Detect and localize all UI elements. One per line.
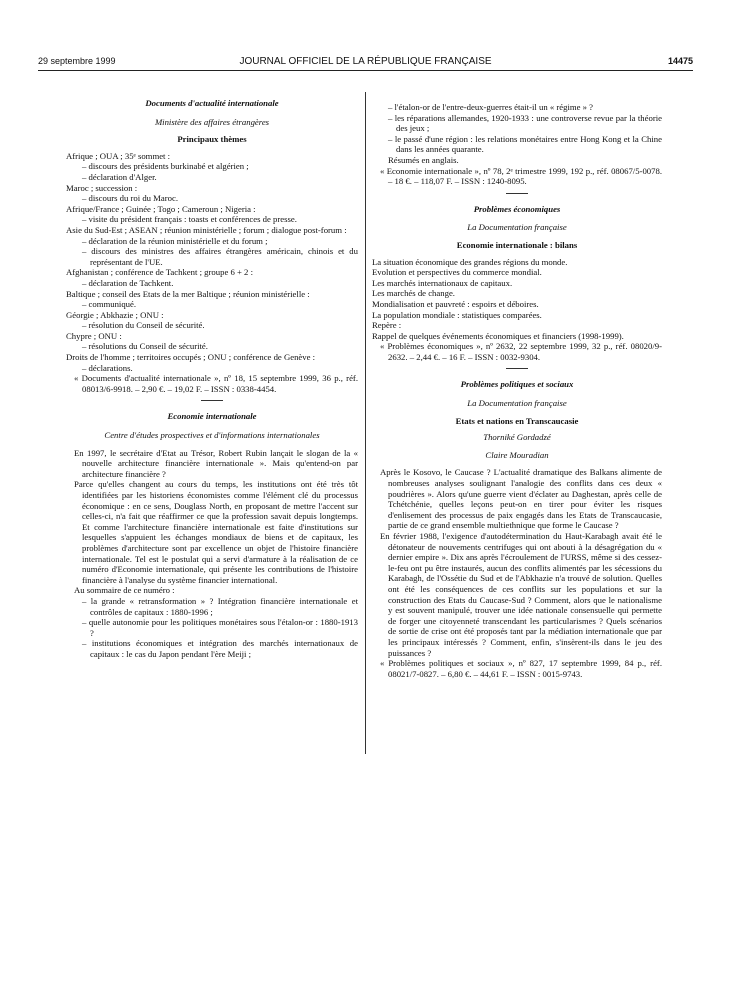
- section-org: Ministère des affaires étrangères: [154, 116, 270, 127]
- separator: [506, 368, 528, 369]
- contents-item: La population mondiale : statistiques comparées.: [372, 309, 542, 320]
- contents-item: La situation économique des grandes régions du monde.: [372, 256, 568, 267]
- section-title: Problèmes économiques: [473, 203, 561, 214]
- section-org: La Documentation française: [467, 398, 567, 409]
- theme-heading: Afrique/France ; Guinée ; Togo ; Cameroun ; Nigeria :: [66, 203, 256, 214]
- publication-reference: « Problèmes politiques et sociaux », nº 827, 17 septembre 1999, 84 p., réf. 08021/7-0827. – 6,80 €. – 44,61 F. – ISSN : 0015-9743.: [380, 658, 662, 679]
- header-page-number: 14475: [667, 56, 693, 66]
- theme-subitem: – déclaration de Tachkent.: [82, 277, 174, 288]
- section-subtitle: Etats et nations en Transcaucasie: [455, 415, 579, 426]
- theme-heading: Géorgie ; Abkhazie ; ONU :: [66, 309, 164, 320]
- themes-list: [66, 151, 358, 373]
- theme-heading: Maroc ; succession :: [66, 182, 138, 193]
- contents-item: Les marchés internationaux de capitaux.: [372, 277, 513, 288]
- contents-item: Repère :: [372, 320, 402, 331]
- page-header: [38, 56, 693, 70]
- section-title: Problèmes politiques et sociaux: [460, 379, 574, 390]
- separator: [201, 400, 223, 401]
- theme-subitem: – discours des présidents burkinabé et algérien ;: [82, 161, 249, 172]
- list-item: – la grande « retransformation » ? Intégration financière internationale et contrôles de capitaux : 1880-1996 ;: [82, 595, 358, 617]
- contents-item: Les marchés de change.: [372, 288, 455, 299]
- paragraph: Au sommaire de ce numéro :: [74, 585, 175, 596]
- theme-subitem: – discours des ministres des affaires étrangères américain, chinois et du représentant de l'UE.: [82, 246, 358, 267]
- paragraph: Après le Kosovo, le Caucase ? L'actualité dramatique des Balkans alimente de nombreuses analyses soulignant l'analogie des conflits dans ces deux « poudrières ». Alors qu'une guerre vient d'éclater au Daghestan, après celle de Tchétchénie, quelles leçons peut-on en tirer pour éviter les risques d'enlisement des processus de paix engagés dans les Etats de Transcaucasie, partie de ce grand ensemble multiethnique que forme le Caucase ?: [380, 467, 662, 531]
- list-item: – le passé d'une région : les relations monétaires entre Hong Kong et la Chine dans les années quarante.: [388, 133, 662, 155]
- paragraph: En 1997, le secrétaire d'Etat au Trésor, Robert Rubin lançait le slogan de la « nouvelle architecture financière internationale ». Mais qu'entend-on par architecture financière ?: [74, 447, 358, 479]
- contents-item: Mondialisation et pauvreté : espoirs et déboires.: [372, 298, 539, 309]
- contents-item: Evolution et perspectives du commerce mondial.: [372, 267, 542, 278]
- section-org: La Documentation française: [467, 222, 567, 233]
- theme-subitem: – déclarations.: [82, 362, 133, 373]
- section-subtitle: Principaux thèmes: [177, 134, 247, 145]
- theme-heading: Afrique ; OUA ; 35ᵉ sommet :: [66, 150, 171, 161]
- author-name: Thorniké Gordadzé: [483, 432, 551, 443]
- list-item: – quelle autonomie pour les politiques monétaires sous l'étalon-or : 1880-1913 ?: [82, 617, 358, 638]
- section-title: Economie internationale: [167, 411, 257, 422]
- contents-item: Rappel de quelques événements économiques et financiers (1998-1999).: [372, 330, 624, 341]
- header-rule: [38, 70, 693, 71]
- summary-note: Résumés en anglais.: [388, 154, 459, 165]
- section-title: Documents d'actualité internationale: [145, 98, 279, 108]
- contents-list: [372, 257, 662, 342]
- left-column: [66, 98, 358, 660]
- list-item: – institutions économiques et intégration des marchés internationaux de capitaux : le cas du Japon pendant l'ère Meiji ;: [82, 638, 358, 659]
- list-item: – les réparations allemandes, 1920-1933 : une controverse revue par la théorie des jeux ;: [388, 112, 662, 134]
- theme-subitem: – résolutions du Conseil de sécurité.: [82, 341, 208, 352]
- publication-reference: « Economie internationale », nº 78, 2ᵉ trimestre 1999, 192 p., réf. 08067/5-0078. – 18 €. – 118,07 F. – ISSN : 1240-8095.: [380, 165, 662, 187]
- separator: [506, 193, 528, 194]
- paragraph: En février 1988, l'exigence d'autodétermination du Haut-Karabagh avait été le détonateur de nouvements centrifuges qui ont abouti à la désagrégation du « dernier empire ». Dix ans après l'écroulement de l'URSS, même si des cessez-le-feu ont pu être instaurés, aucun des conflits alimentés par les sécessions du Karabagh, de l'Ossétie du Sud et de l'Abkhazie n'a trouvé de solution. Quelles ont été les conséquences de ces conflits sur les populations et sur la construction des Etats du Caucase-Sud ? Comment, alors que le nationalisme y est souvent manipulé, trouver une idée nationale consensuelle qui permette de forger une citoyenneté transcendant les particularismes ? Quels scénarios de sortie de crise ont été proposés tant par la médiation internationale que par les principaux intéressés ? Comment, enfin, s'insèrent-ils dans le jeu des puissances ?: [380, 531, 662, 658]
- publication-reference: « Documents d'actualité internationale », nº 18, 15 septembre 1999, 36 p., réf. 08013/6-9918. – 2,90 €. – 19,02 F. – ISSN : 0338-4454.: [74, 373, 358, 394]
- theme-heading: Baltique ; conseil des Etats de la mer Baltique ; réunion ministérielle :: [66, 288, 310, 299]
- publication-reference: « Problèmes économiques », nº 2632, 22 septembre 1999, 32 p., réf. 08020/9-2632. – 2,44 €. – 16 F. – ISSN : 0032-9304.: [380, 341, 662, 362]
- author-name: Claire Mouradian: [485, 449, 549, 460]
- column-divider: [365, 92, 366, 754]
- theme-subitem: – déclaration d'Alger.: [82, 171, 157, 182]
- theme-heading: Droits de l'homme ; territoires occupés ; ONU ; conférence de Genève :: [66, 352, 316, 363]
- header-date: 29 septembre 1999: [38, 56, 116, 66]
- theme-subitem: – déclaration de la réunion ministérielle et du forum ;: [82, 235, 268, 246]
- right-column: [372, 102, 662, 681]
- paragraph: Parce qu'elles changent au cours du temps, les institutions ont été très tôt identifiées par les historiens économistes comme l'élément clé du processus économique : en ce sens, Douglass North, en proposant de mettre l'accent sur celles-ci, n'a fait que réaffirmer ce que la profession savait depuis longtemps. Et comme l'architecture financière internationale est faite d'institutions sur lesquelles s'appuient les échanges mondiaux de biens et de capitaux, les problèmes d'architecture sont par excellence un objet de l'histoire financière internationale. Tel est le postulat qui a servi d'armature à la réalisation de ce numéro d'Economie internationale, qui présente les contributions de l'histoire financière à l'analyse du système financier international.: [74, 479, 358, 585]
- theme-subitem: – discours du roi du Maroc.: [82, 193, 179, 204]
- theme-heading: Afghanistan ; conférence de Tachkent ; groupe 6 + 2 :: [66, 267, 253, 278]
- header-journal-title: JOURNAL OFFICIEL DE LA RÉPUBLIQUE FRANÇAISE: [239, 56, 492, 67]
- theme-subitem: – résolution du Conseil de sécurité.: [82, 320, 205, 331]
- section-org: Centre d'études prospectives et d'informations internationales: [104, 430, 320, 441]
- theme-subitem: – visite du président français : toasts et conférences de presse.: [82, 214, 297, 225]
- list-item: – l'étalon-or de l'entre-deux-guerres était-il un « régime » ?: [388, 102, 594, 112]
- theme-subitem: – communiqué.: [82, 299, 137, 310]
- section-subtitle: Economie internationale : bilans: [456, 239, 578, 250]
- theme-heading: Chypre ; ONU :: [66, 330, 122, 341]
- theme-heading: Asie du Sud-Est ; ASEAN ; réunion ministérielle ; forum ; dialogue post-forum :: [66, 224, 347, 235]
